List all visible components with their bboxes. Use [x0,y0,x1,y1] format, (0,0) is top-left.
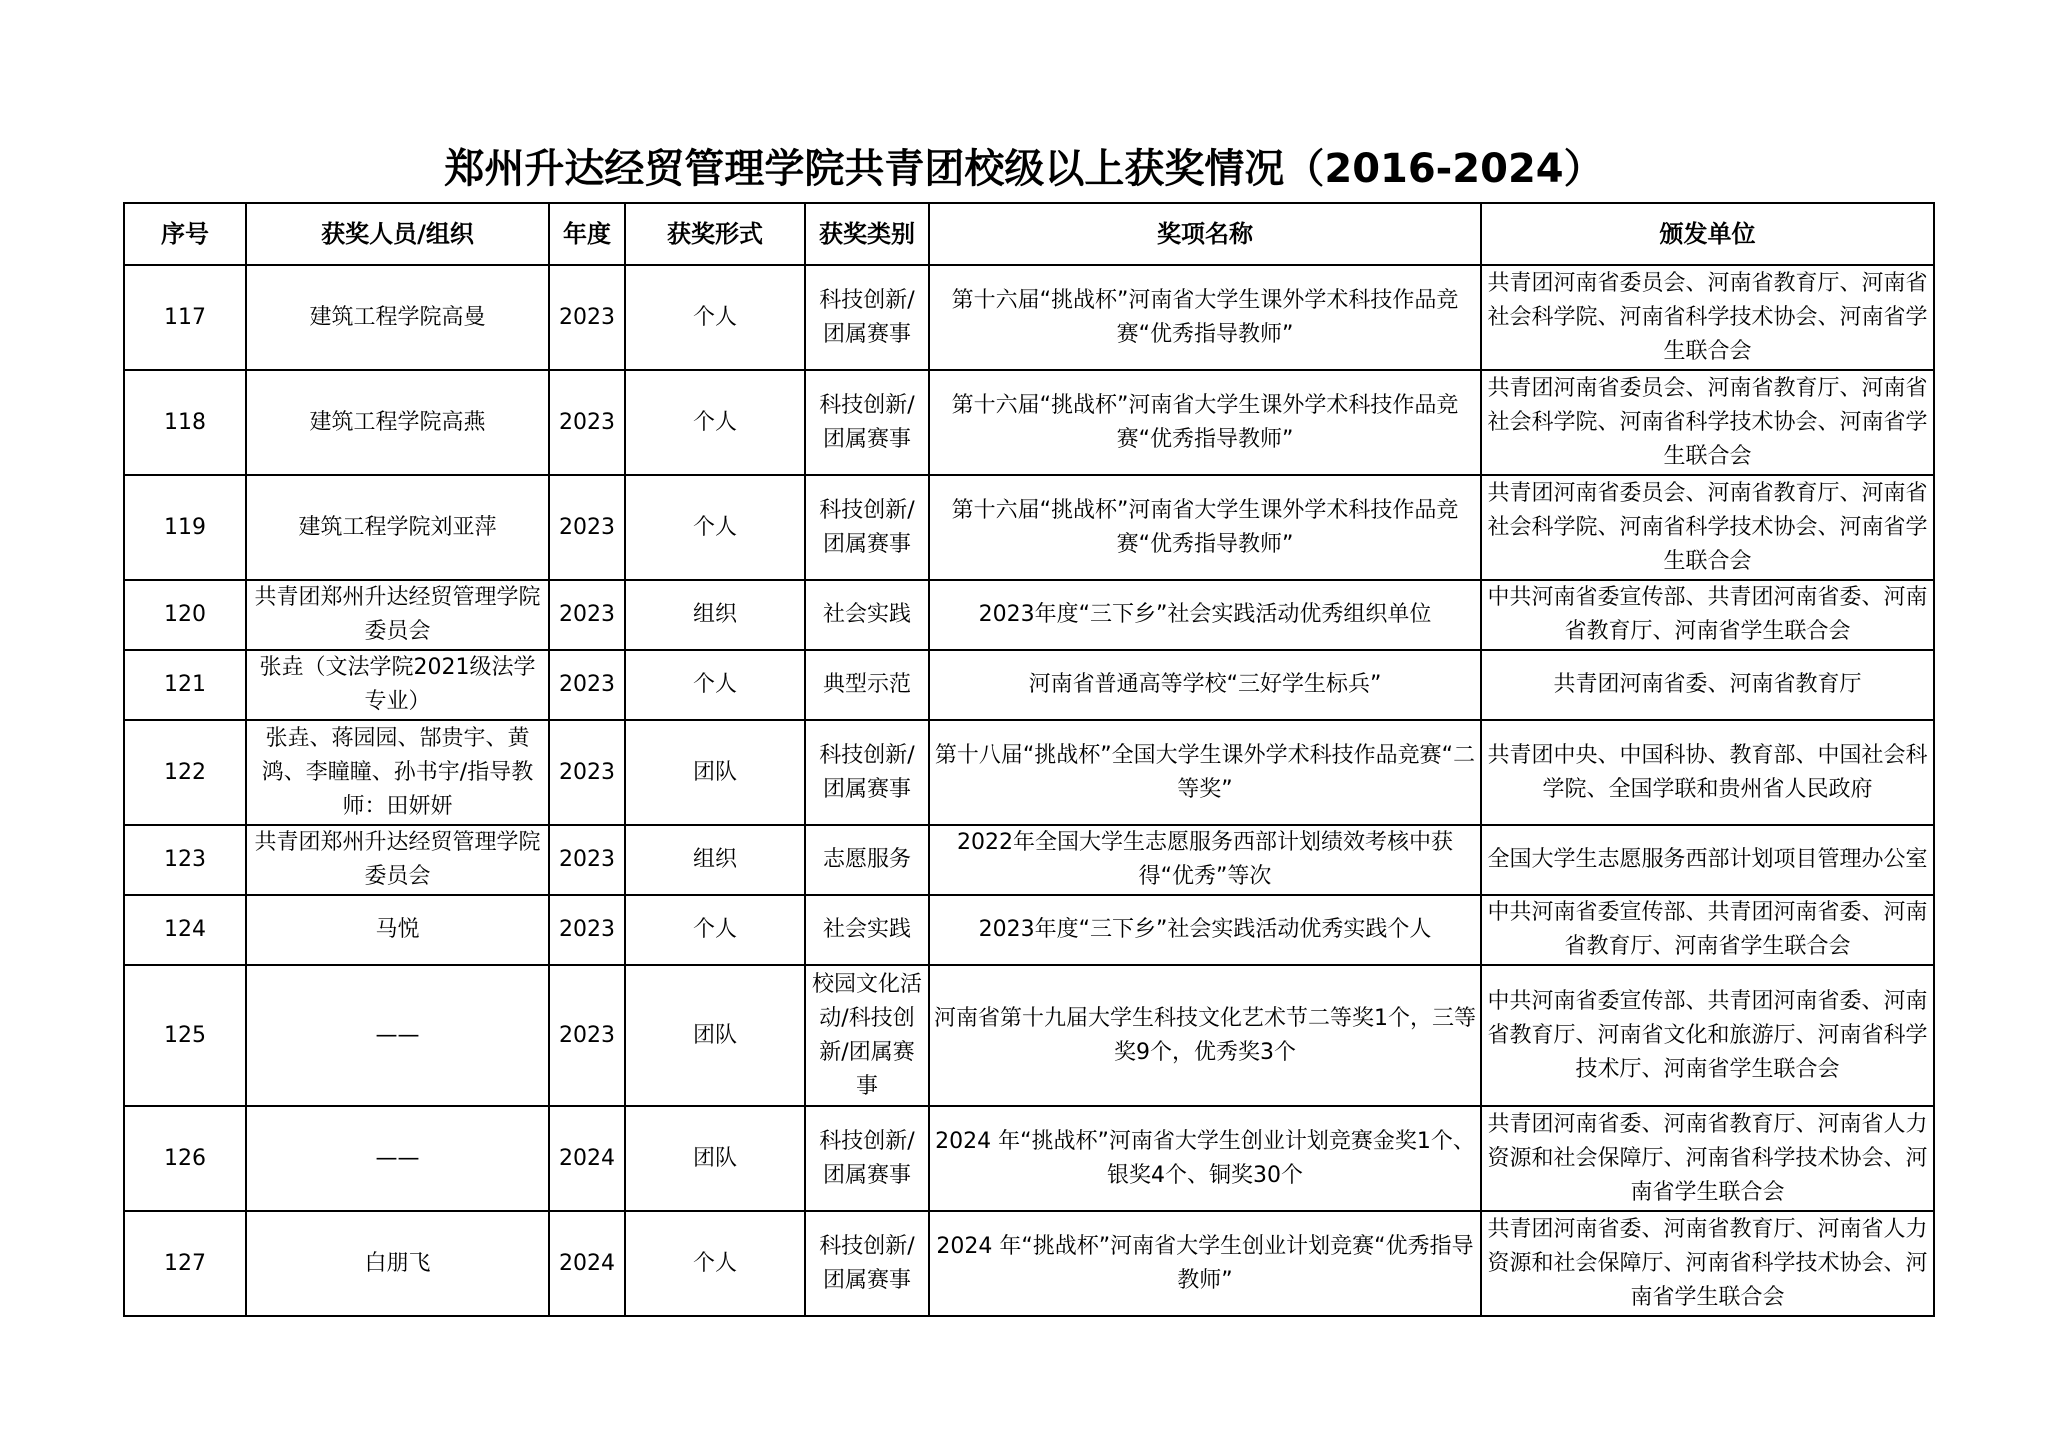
table-row [124,895,1934,965]
cell-year: 2023 [549,265,625,370]
cell-year: 2023 [549,580,625,650]
cell-award: 第十六届“挑战杯”河南省大学生课外学术科技作品竞赛“优秀指导教师” [929,475,1481,580]
cell-category: 社会实践 [805,580,929,650]
cell-year: 2023 [549,825,625,895]
cell-category: 校园文化活动/科技创新/团属赛事 [805,965,929,1106]
cell-issuer: 中共河南省委宣传部、共青团河南省委、河南省教育厅、河南省学生联合会 [1481,580,1934,650]
cell-recipient: 张垚、蒋园园、郜贵宇、黄鸿、李瞳瞳、孙书宇/指导教师：田妍妍 [246,720,549,825]
cell-no: 117 [124,265,246,370]
header-cell: 获奖人员/组织 [246,203,549,265]
cell-recipient: 建筑工程学院刘亚萍 [246,475,549,580]
cell-award: 2024 年“挑战杯”河南省大学生创业计划竞赛金奖1个、银奖4个、铜奖30个 [929,1106,1481,1211]
cell-category: 科技创新/团属赛事 [805,475,929,580]
cell-recipient: —— [246,1106,549,1211]
header-cell: 序号 [124,203,246,265]
table-row [124,720,1934,825]
table-row [124,370,1934,475]
cell-award: 2023年度“三下乡”社会实践活动优秀实践个人 [929,895,1481,965]
table-row [124,650,1934,720]
cell-recipient: 马悦 [246,895,549,965]
cell-recipient: 共青团郑州升达经贸管理学院委员会 [246,580,549,650]
cell-issuer: 共青团中央、中国科协、教育部、中国社会科学院、全国学联和贵州省人民政府 [1481,720,1934,825]
cell-recipient: 建筑工程学院高曼 [246,265,549,370]
header-cell: 获奖形式 [625,203,805,265]
table-header-row [124,203,1934,265]
header-cell: 获奖类别 [805,203,929,265]
cell-issuer: 共青团河南省委员会、河南省教育厅、河南省社会科学院、河南省科学技术协会、河南省学生联合会 [1481,265,1934,370]
cell-no: 120 [124,580,246,650]
cell-issuer: 共青团河南省委、河南省教育厅 [1481,650,1934,720]
cell-category: 科技创新/团属赛事 [805,1211,929,1316]
cell-form: 个人 [625,895,805,965]
cell-award: 河南省普通高等学校“三好学生标兵” [929,650,1481,720]
cell-form: 团队 [625,1106,805,1211]
cell-no: 125 [124,965,246,1106]
cell-issuer: 共青团河南省委员会、河南省教育厅、河南省社会科学院、河南省科学技术协会、河南省学生联合会 [1481,475,1934,580]
cell-form: 个人 [625,650,805,720]
table-row [124,580,1934,650]
cell-no: 119 [124,475,246,580]
cell-award: 第十六届“挑战杯”河南省大学生课外学术科技作品竞赛“优秀指导教师” [929,265,1481,370]
cell-award: 2023年度“三下乡”社会实践活动优秀组织单位 [929,580,1481,650]
cell-recipient: 张垚（文法学院2021级法学专业） [246,650,549,720]
cell-recipient: 白朋飞 [246,1211,549,1316]
header-cell: 奖项名称 [929,203,1481,265]
cell-no: 121 [124,650,246,720]
cell-form: 组织 [625,580,805,650]
cell-no: 126 [124,1106,246,1211]
cell-year: 2024 [549,1106,625,1211]
cell-year: 2023 [549,720,625,825]
cell-category: 社会实践 [805,895,929,965]
cell-award: 第十六届“挑战杯”河南省大学生课外学术科技作品竞赛“优秀指导教师” [929,370,1481,475]
cell-year: 2023 [549,895,625,965]
cell-category: 科技创新/团属赛事 [805,370,929,475]
cell-category: 志愿服务 [805,825,929,895]
table-row [124,965,1934,1106]
cell-recipient: —— [246,965,549,1106]
cell-award: 2024 年“挑战杯”河南省大学生创业计划竞赛“优秀指导教师” [929,1211,1481,1316]
cell-category: 科技创新/团属赛事 [805,720,929,825]
cell-issuer: 全国大学生志愿服务西部计划项目管理办公室 [1481,825,1934,895]
cell-no: 127 [124,1211,246,1316]
cell-award: 河南省第十九届大学生科技文化艺术节二等奖1个，三等奖9个，优秀奖3个 [929,965,1481,1106]
cell-issuer: 共青团河南省委、河南省教育厅、河南省人力资源和社会保障厅、河南省科学技术协会、河南省学生联合会 [1481,1106,1934,1211]
cell-issuer: 共青团河南省委、河南省教育厅、河南省人力资源和社会保障厅、河南省科学技术协会、河南省学生联合会 [1481,1211,1934,1316]
cell-category: 科技创新/团属赛事 [805,1106,929,1211]
cell-no: 122 [124,720,246,825]
cell-year: 2023 [549,650,625,720]
cell-form: 组织 [625,825,805,895]
cell-form: 团队 [625,965,805,1106]
cell-form: 个人 [625,265,805,370]
table-row [124,265,1934,370]
header-cell: 年度 [549,203,625,265]
cell-no: 123 [124,825,246,895]
table-row [124,1211,1934,1316]
table-row [124,825,1934,895]
cell-issuer: 中共河南省委宣传部、共青团河南省委、河南省教育厅、河南省学生联合会 [1481,895,1934,965]
cell-form: 个人 [625,1211,805,1316]
cell-issuer: 中共河南省委宣传部、共青团河南省委、河南省教育厅、河南省文化和旅游厅、河南省科学技术厅、河南省学生联合会 [1481,965,1934,1106]
cell-award: 第十八届“挑战杯”全国大学生课外学术科技作品竞赛“二等奖” [929,720,1481,825]
cell-year: 2023 [549,370,625,475]
table-row [124,1106,1934,1211]
cell-recipient: 共青团郑州升达经贸管理学院委员会 [246,825,549,895]
cell-year: 2023 [549,965,625,1106]
cell-no: 124 [124,895,246,965]
cell-form: 团队 [625,720,805,825]
page-title: 郑州升达经贸管理学院共青团校级以上获奖情况（2016-2024） [444,146,1604,192]
cell-year: 2023 [549,475,625,580]
cell-no: 118 [124,370,246,475]
table-row [124,475,1934,580]
cell-form: 个人 [625,475,805,580]
header-cell: 颁发单位 [1481,203,1934,265]
awards-table [123,202,1935,1317]
cell-form: 个人 [625,370,805,475]
cell-award: 2022年全国大学生志愿服务西部计划绩效考核中获得“优秀”等次 [929,825,1481,895]
cell-issuer: 共青团河南省委员会、河南省教育厅、河南省社会科学院、河南省科学技术协会、河南省学生联合会 [1481,370,1934,475]
cell-category: 科技创新/团属赛事 [805,265,929,370]
cell-recipient: 建筑工程学院高燕 [246,370,549,475]
cell-year: 2024 [549,1211,625,1316]
cell-category: 典型示范 [805,650,929,720]
